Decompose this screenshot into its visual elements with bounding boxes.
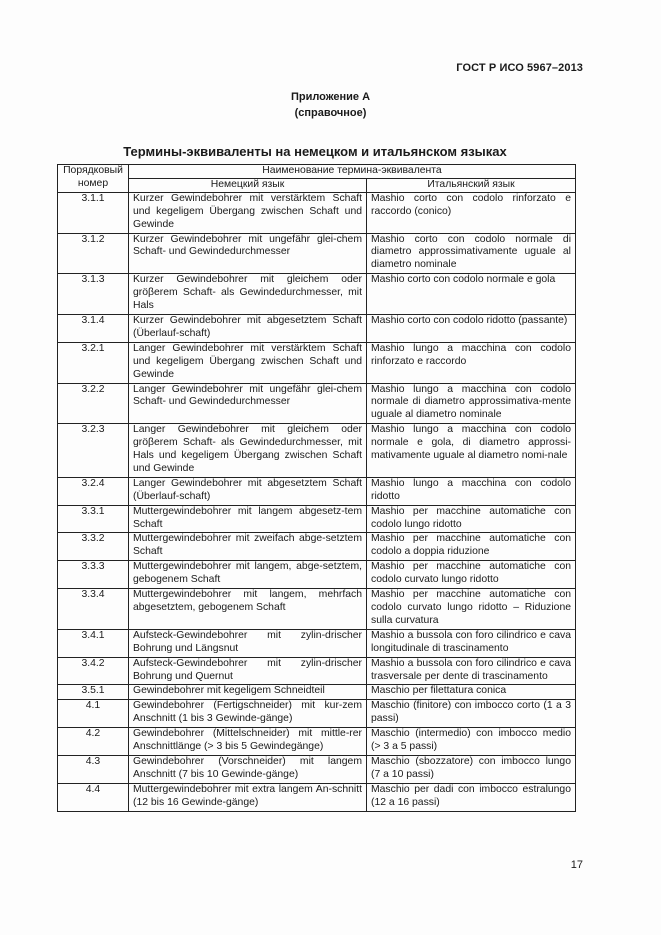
row-number: 4.3: [58, 755, 129, 783]
row-number: 3.4.1: [58, 629, 129, 657]
terms-table: [57, 164, 576, 812]
italian-term: Mashio corto con codolo normale di diametro approssimativamente uguale al diametro nominale: [367, 233, 576, 274]
table-row: [58, 728, 576, 756]
page-number: 17: [570, 859, 583, 871]
row-number: 4.4: [58, 783, 129, 811]
italian-term: Mashio per macchine automatiche con codolo curvato lungo ridotto – Riduzione sulla curvatura: [367, 589, 576, 630]
appendix-heading: [0, 89, 661, 121]
italian-term: Mashio a bussola con foro cilindrico e cava longitudinale di trascinamento: [367, 629, 576, 657]
row-number: 3.1.1: [58, 192, 129, 233]
table-row: [58, 589, 576, 630]
table-row: [58, 700, 576, 728]
row-number: 3.3.1: [58, 505, 129, 533]
page-title: Термины-эквиваленты на немецком и итальянском языках: [123, 144, 507, 159]
document-id: ГОСТ Р ИСО 5967–2013: [456, 62, 583, 74]
german-term: Kurzer Gewindebohrer mit abgesetztem Schaft (Überlauf-schaft): [129, 314, 367, 342]
german-term: Kurzer Gewindebohrer mit verstärktem Schaft und kegeligem Übergang zwischen Schaft und Gewinde: [129, 192, 367, 233]
german-term: Langer Gewindebohrer mit abgesetztem Schaft (Überlauf-schaft): [129, 477, 367, 505]
table-row: [58, 755, 576, 783]
italian-term: Mashio lungo a macchina con codolo normale di diametro approssimativa-mente uguale al diametro nominale: [367, 383, 576, 424]
german-term: Muttergewindebohrer mit langem, mehrfach abgesetztem, gebogenem Schaft: [129, 589, 367, 630]
table-row: [58, 314, 576, 342]
row-number: 4.1: [58, 700, 129, 728]
german-term: Muttergewindebohrer mit langem, abge-setztem, gebogenem Schaft: [129, 561, 367, 589]
table-row: [58, 192, 576, 233]
german-term: Aufsteck-Gewindebohrer mit zylin-drischer Bohrung und Längsnut: [129, 629, 367, 657]
row-number: 3.2.3: [58, 424, 129, 478]
appendix-title: Приложение А: [290, 91, 371, 103]
row-number: 3.4.2: [58, 657, 129, 685]
column-header-italian: Итальянский язык: [367, 178, 576, 192]
row-number: 3.1.3: [58, 274, 129, 315]
italian-term: Mashio per macchine automatiche con codolo a doppia riduzione: [367, 533, 576, 561]
row-number: 3.3.4: [58, 589, 129, 630]
italian-term: Mashio corto con codolo rinforzato e raccordo (conico): [367, 192, 576, 233]
table-row: [58, 783, 576, 811]
italian-term: Maschio (sbozzatore) con imbocco lungo (7 a 10 passi): [367, 755, 576, 783]
italian-term: Maschio per filettatura conica: [367, 685, 576, 700]
italian-term: Maschio per dadi con imbocco estralungo (12 a 16 passi): [367, 783, 576, 811]
german-term: Gewindebohrer mit kegeligem Schneidteil: [129, 685, 367, 700]
row-number: 4.2: [58, 728, 129, 756]
column-header-group: Наименование термина-эквивалента: [129, 165, 576, 179]
italian-term: Maschio (finitore) con imbocco corto (1 a 3 passi): [367, 700, 576, 728]
german-term: Langer Gewindebohrer mit ungefähr glei-chem Schaft- und Gewindedurchmesser: [129, 383, 367, 424]
german-term: Langer Gewindebohrer mit gleichem oder gröβerem Schaft- als Gewindedurchmesser, mit Hals und kegeligem Übergang zwischen Schaft und Gewinde: [129, 424, 367, 478]
german-term: Muttergewindebohrer mit langem abgesetz-tem Schaft: [129, 505, 367, 533]
italian-term: Mashio per macchine automatiche con codolo curvato lungo ridotto: [367, 561, 576, 589]
table-row: [58, 233, 576, 274]
row-number: 3.5.1: [58, 685, 129, 700]
german-term: Gewindebohrer (Vorschneider) mit langem Anschnitt (7 bis 10 Gewinde-gänge): [129, 755, 367, 783]
row-number: 3.2.4: [58, 477, 129, 505]
table-row: [58, 685, 576, 700]
german-term: Muttergewindebohrer mit extra langem An-schnitt (12 bis 16 Gewinde-gänge): [129, 783, 367, 811]
italian-term: Mashio corto con codolo normale e gola: [367, 274, 576, 315]
column-header-german: Немецкий язык: [129, 178, 367, 192]
table-row: [58, 629, 576, 657]
italian-term: Mashio a bussola con foro cilindrico e cava trasversale per dente di trascinamento: [367, 657, 576, 685]
german-term: Langer Gewindebohrer mit verstärktem Schaft und kegeligem Übergang zwischen Schaft und Gewinde: [129, 342, 367, 383]
table-row: [58, 505, 576, 533]
italian-term: Mashio lungo a macchina con codolo rinforzato e raccordo: [367, 342, 576, 383]
table-row: [58, 383, 576, 424]
row-number: 3.1.4: [58, 314, 129, 342]
row-number: 3.2.2: [58, 383, 129, 424]
german-term: Gewindebohrer (Mittelschneider) mit mittle-rer Anschnittlänge (> 3 bis 5 Gewindegänge): [129, 728, 367, 756]
row-number: 3.3.2: [58, 533, 129, 561]
table-row: [58, 533, 576, 561]
row-number: 3.2.1: [58, 342, 129, 383]
italian-term: Mashio lungo a macchina con codolo ridotto: [367, 477, 576, 505]
german-term: Aufsteck-Gewindebohrer mit zylin-drischer Bohrung und Quernut: [129, 657, 367, 685]
german-term: Muttergewindebohrer mit zweifach abge-setztem Schaft: [129, 533, 367, 561]
row-number: 3.1.2: [58, 233, 129, 274]
german-term: Kurzer Gewindebohrer mit gleichem oder gröβerem Schaft- als Gewindedurchmesser, mit Hals: [129, 274, 367, 315]
german-term: Gewindebohrer (Fertigschneider) mit kur-zem Anschnitt (1 bis 3 Gewinde-gänge): [129, 700, 367, 728]
appendix-subtitle: (справочное): [294, 107, 367, 119]
italian-term: Mashio per macchine automatiche con codolo lungo ridotto: [367, 505, 576, 533]
table-row: [58, 657, 576, 685]
table-row: [58, 274, 576, 315]
table-body: [58, 192, 576, 811]
german-term: Kurzer Gewindebohrer mit ungefähr glei-chem Schaft- und Gewindedurchmesser: [129, 233, 367, 274]
italian-term: Mashio lungo a macchina con codolo normale e gola, di diametro approssi-mativamente uguale al diametro nomi-nale: [367, 424, 576, 478]
italian-term: Maschio (intermedio) con imbocco medio (> 3 a 5 passi): [367, 728, 576, 756]
table-row: [58, 342, 576, 383]
table-row: [58, 561, 576, 589]
column-header-number: Порядковый номер: [58, 165, 129, 193]
italian-term: Mashio corto con codolo ridotto (passante): [367, 314, 576, 342]
row-number: 3.3.3: [58, 561, 129, 589]
table-row: [58, 424, 576, 478]
table-row: [58, 477, 576, 505]
